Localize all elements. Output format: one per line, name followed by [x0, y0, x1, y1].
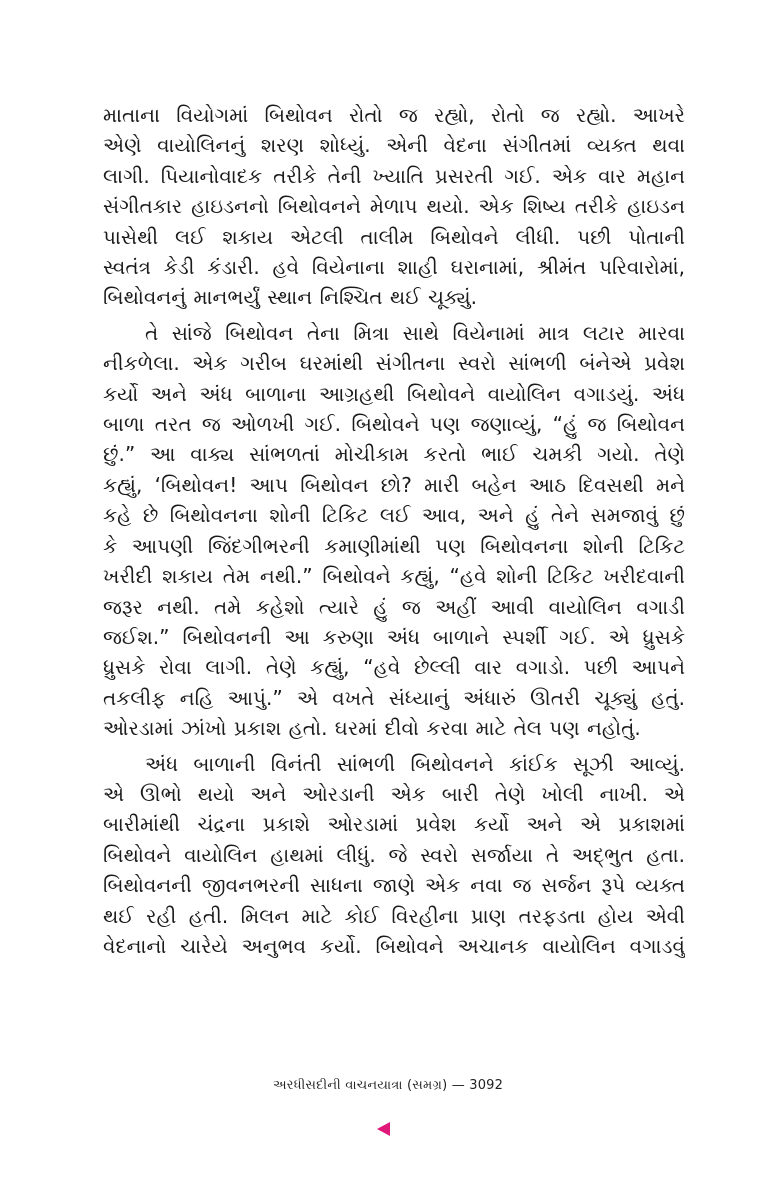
text-line: માતાના વિયોગમાં બિથોવન રોતો જ રહ્યો, રોતો જ રહ્યો. આખરે: [103, 103, 685, 127]
text-line: બાળા તરત જ ઓળખી ગઈ. બિથોવને પણ જણાવ્યું, “હું જ બિથોવન: [103, 412, 685, 437]
text-line: લાગી. પિયાનોવાદક તરીકે તેની ખ્યાતિ પ્રસરતી ગઈ. એક વાર મહાન: [103, 163, 685, 188]
text-line: જઈશ.” બિથોવનની આ કરુણા અંધ બાળાને સ્પર્શી ગઈ. એ ધ્રુસકે: [103, 624, 685, 649]
page-number: 3092: [469, 1078, 504, 1093]
text-line: જરૂર નથી. તમે કહેશો ત્યારે હું જ અહીં આવી વાયોલિન વગાડી: [103, 594, 685, 619]
text-line: ખરીદી શકાય તેમ નથી.” બિથોવને કહ્યું, “હવે શોની ટિકિટ ખરીદવાની: [103, 564, 685, 589]
text-line: તે સાંજે બિથોવન તેના મિત્રા સાથે વિયેનામાં માત્ર લટાર મારવા: [145, 320, 685, 345]
text-line: બિથોવનની જીવનભરની સાધના જાણે એક નવા જ સર્જન રૂપે વ્યક્ત: [103, 873, 685, 898]
text-line: ધ્રુસકે રોવા લાગી. તેણે કહ્યું, “હવે છેલ્લી વાર વગાડો. પછી આપને: [103, 655, 685, 680]
text-line: બિથોવનનું માનભર્યું સ્થાન નિશ્ચિત થઈ ચૂક્યું.: [103, 285, 477, 310]
text-line: કહે છે બિથોવનના શોની ટિકિટ લઈ આવ, અને હું તેને સમજાવું છું: [103, 503, 685, 528]
text-line: એણે વાયોલિનનું શરણ શોધ્યું. એની વેદના સંગીતમાં વ્યક્ત થવા: [103, 133, 685, 158]
text-line: કહ્યું, ‘બિથોવન! આપ બિથોવન છો? મારી બહેન આઠ દિવસથી મને: [103, 472, 685, 497]
text-line: સંગીતકાર હાઇડનનો બિથોવનને મેળાપ થયો. એક શિષ્ય તરીકે હાઇડન: [103, 194, 685, 219]
text-line: સ્વતંત્ર કેડી કંડારી. હવે વિયેનાના શાહી ઘરાનામાં, શ્રીમંત પરિવારોમાં,: [103, 255, 685, 280]
text-line: બિથોવને વાયોલિન હાથમાં લીધું. જે સ્વરો સર્જાયા તે અદ્ભુત હતા.: [103, 842, 685, 867]
text-line: બારીમાંથી ચંદ્રના પ્રકાશે ઓરડામાં પ્રવેશ કર્યો અને એ પ્રકાશમાં: [103, 812, 685, 837]
text-line: તકલીફ નહિ આપું.” એ વખતે સંધ્યાનું અંધારું ઊતરી ચૂક્યું હતું.: [103, 685, 685, 710]
text-line: કે આપણી જિંદગીભરની કમાણીમાંથી પણ બિથોવનના શોની ટિકિટ: [103, 533, 685, 558]
page-footer: [0, 1078, 776, 1093]
book-title: અરધીસદીની વાચનયાત્રા (સમગ્ર): [272, 1078, 448, 1093]
paragraph-3: [103, 749, 685, 962]
text-line: પાસેથી લઈ શકાય એટલી તાલીમ બિથોવને લીધી. પછી પોતાની: [103, 224, 685, 249]
footer-dash: —: [451, 1078, 465, 1093]
paragraph-1: [103, 100, 685, 313]
text-line: એ ઊભો થયો અને ઓરડાની એક બારી તેણે ખોલી નાખી. એ: [103, 781, 685, 806]
text-line: ઓરડામાં ઝાંખો પ્રકાશ હતો. ઘરમાં દીવો કરવા માટે તેલ પણ નહોતું.: [103, 716, 641, 741]
text-line: થઈ રહી હતી. મિલન માટે કોઈ વિરહીના પ્રાણ તરફડતા હોય એવી: [103, 903, 685, 928]
paragraph-2: [103, 318, 685, 744]
text-line: અંધ બાળાની વિનંતી સાંભળી બિથોવનને કાંઈક સૂઝી આવ્યું.: [145, 751, 685, 776]
text-line: નીકળેલા. એક ગરીબ ઘરમાંથી સંગીતના સ્વરો સાંભળી બંનેએ પ્રવેશ: [103, 351, 685, 376]
text-line: કર્યો અને અંધ બાળાના આગ્રહથી બિથોવને વાયોલિન વગાડયું. અંધ: [103, 381, 685, 406]
left-triangle-icon[interactable]: [377, 1122, 390, 1136]
text-line: છું.” આ વાક્ય સાંભળતાં મોચીકામ કરતો ભાઈ ચમકી ગયો. તેણે: [103, 442, 685, 467]
page-body: [103, 100, 685, 961]
text-line: વેદનાનો ચારેયે અનુભવ કર્યો. બિથોવને અચાનક વાયોલિન વગાડવું: [103, 933, 685, 958]
